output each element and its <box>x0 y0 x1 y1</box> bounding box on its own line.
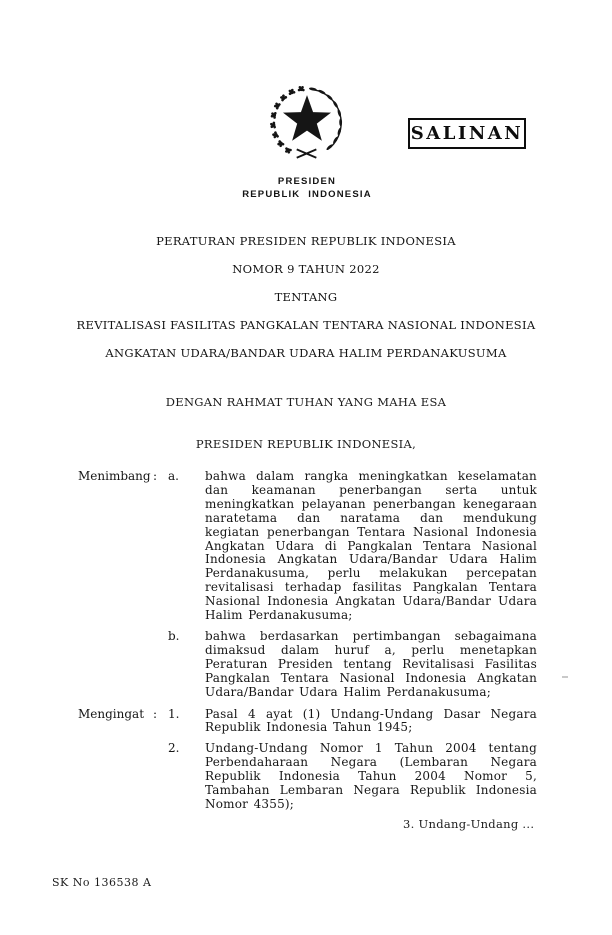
item-marker: 1. <box>168 706 180 721</box>
legal-basis-section <box>78 708 537 812</box>
legal-basis-item <box>78 742 537 812</box>
item-marker: 2. <box>168 741 180 756</box>
letterhead <box>157 176 457 201</box>
regulation-title <box>0 227 612 367</box>
sk-control-number: SK No 136538 A <box>52 876 152 889</box>
title-line-subject-1: REVITALISASI FASILITAS PANGKALAN TENTARA NASIONAL INDONESIA <box>76 318 536 332</box>
considerations-section <box>78 470 537 700</box>
item-text: Undang-Undang Nomor 1 Tahun 2004 tentang Perbendaharaan Negara (Lembaran Negara Republik Indonesia Tahun 2004 Nomor 5, Tambahan Lembaran Negara Republik Indonesia Nomor 4355); <box>205 741 537 811</box>
star-icon <box>283 95 331 141</box>
consideration-item <box>78 470 537 623</box>
document-body <box>78 470 537 812</box>
title-line-number: NOMOR 9 TAHUN 2022 <box>232 262 380 276</box>
legal-basis-label: Mengingat <box>78 706 145 721</box>
presidential-seal <box>260 83 354 169</box>
item-text: bahwa berdasarkan pertimbangan sebagaimana dimaksud dalam huruf a, perlu menetapkan Peraturan Presiden tentang Revitalisasi Fasilitas Pangkalan Tentara Nasional Indonesia Angkatan Udara/Bandar Udara Halim Perdanakusuma; <box>205 628 537 699</box>
considerations-label: Menimbang <box>78 469 151 483</box>
catchword-next-item: 3. Undang-Undang ... <box>403 817 535 831</box>
salinan-stamp-label: SALINAN <box>410 123 524 144</box>
item-marker: a. <box>168 469 179 483</box>
title-line-regulation: PERATURAN PRESIDEN REPUBLIK INDONESIA <box>156 234 456 248</box>
legal-basis-item <box>78 708 537 736</box>
item-text: bahwa dalam rangka meningkatkan keselamatan dan keamanan penerbangan serta untuk meningkatkan pelayanan penerbangan kenegaraan naratetama dan naratama dan mendukung kegiatan penerbangan Tentara Nasional Indonesia Angkatan Udara di Pangkalan Tentara Nasional Indonesia Angkatan Udara/Bandar Udara Halim Perdanakusuma, perlu melakukan percepatan revitalisasi terhadap fasilitas Pangkalan Tentara Nasional Indonesia Angkatan Udara/Bandar Udara Halim Perdanakusuma; <box>205 469 537 623</box>
item-marker: b. <box>168 628 180 643</box>
legal-basis-colon: : <box>153 706 158 721</box>
scan-artifact-mark <box>562 676 568 678</box>
letterhead-republik-indonesia: REPUBLIK INDONESIA <box>242 188 372 200</box>
authority-line: PRESIDEN REPUBLIK INDONESIA, <box>195 437 417 451</box>
consideration-item <box>78 630 537 700</box>
title-line-subject-2: ANGKATAN UDARA/BANDAR UDARA HALIM PERDANAKUSUMA <box>105 346 507 360</box>
salinan-stamp <box>408 118 526 149</box>
title-line-tentang: TENTANG <box>274 290 338 304</box>
item-text: Pasal 4 ayat (1) Undang-Undang Dasar Negara Republik Indonesia Tahun 1945; <box>205 706 537 735</box>
wreath-crossed-stems <box>297 149 317 157</box>
letterhead-presiden: PRESIDEN <box>277 176 337 187</box>
star-wreath-emblem-icon <box>260 83 354 169</box>
invocation-line: DENGAN RAHMAT TUHAN YANG MAHA ESA <box>165 395 447 409</box>
considerations-colon: : <box>153 469 158 483</box>
